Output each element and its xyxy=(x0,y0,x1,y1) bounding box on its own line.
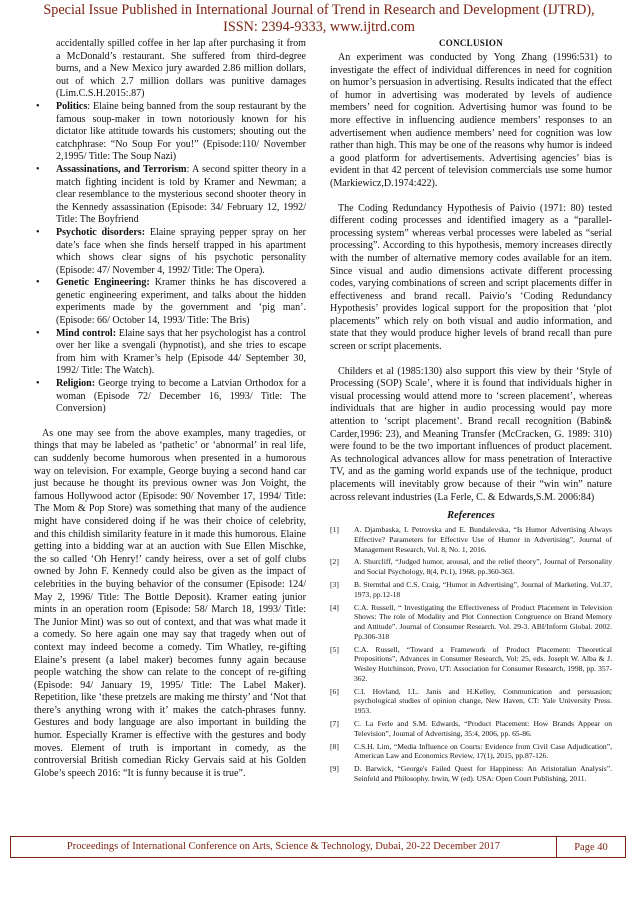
bullet-term: Genetic Engineering: xyxy=(56,277,150,289)
article-body xyxy=(34,38,612,820)
reference-text: A. Shurcliff, “Judged humor, arousal, and the relief theory”, Journal of Personality and Social Psychology, 8(4, Pt.1), 1968, pp.360-363. xyxy=(354,557,612,577)
bullet-item xyxy=(34,378,306,416)
bullet-text: : A second spitter theory in a match fighting incident is told by Kramer and Newman; a clear resemblance to the mysterious second shooter theory in the Kennedy assassination (Episode: 34/ February 12, 1992/ Title: The Boyfriend xyxy=(56,163,306,226)
bullet-icon: • xyxy=(36,226,40,238)
journal-header xyxy=(0,2,638,36)
reference-item xyxy=(330,742,612,761)
journal-header-line1: Special Issue Published in International Journal of Trend in Research and Development (IJTRD), xyxy=(43,2,595,18)
bullet-term: Politics xyxy=(56,100,88,112)
reference-number: [7] xyxy=(330,718,339,728)
bullet-icon: • xyxy=(36,163,40,175)
bullet-item xyxy=(34,277,306,327)
journal-header-line2: ISSN: 2394-9333, www.ijtrd.com xyxy=(223,19,415,35)
reference-item xyxy=(330,557,612,576)
reference-number: [6] xyxy=(330,686,339,696)
reference-text: B. Sternthal and C.S. Craig, “Humor in Advertising”, Journal of Marketing, Vol.37, 1973, pp.12-18 xyxy=(354,580,612,599)
conclusion-heading: CONCLUSION xyxy=(438,38,503,48)
bullet-text: George trying to become a Latvian Orthodox for a woman (Episode 72/ December 16, 1993/ Title: The Conversion) xyxy=(56,378,306,415)
bullet-term: Psychotic disorders: xyxy=(56,226,146,238)
discussion-paragraph: As one may see from the above examples, many tragedies, or things that may be labeled as ‘pathetic’ or ‘abnormal’ in real life, can suddenly become humorous when presented in a humorous way on television. For example, George buying a second hand car just because he thought its previous owner was Jon Voight, the famous Hollywood actor (Episode: 90/ November 17, 1994/ Title: The Mom & Pop Store) was something that many of the audience might have considered doing if he was their choice of celebrity, and this childish similarity feature in it made this humorous. Elaine getting into a bidding war at an auction with Sue Ellen Mischke, the so called ‘Oh Henry!’ candy heiress, over a set of golf clubs owned by John F. Kennedy could also be given as the impact of celebrities in the buying behavior of the consumer (Episode: 124/ May 2, 1996/ Title: The Bottle Deposit). Kramer eating junior mints in an operation room (Episode: 58/ March 18, 1993/ Title: The Junior Mint) was so out of context, and that was what made it a comedy. So here again one may say that tragedy when out of context may indeed become a comedy. Tim Whatley, re-gifting Elaine’s present (a label maker) becomes funny again because people watching the show can relate to the concept of re-gifting (Episode: 94/ January 19, 1995/ Title: The Label Maker). Repetition, like ‘these pretzels are making me thirsty’ and ‘Not that there’s anything wrong with it’ makes the catch-phrases funny. Gestures and body language are also important in building the humor. Especially Kramer is effective with the gestures and body moves. Element of truth is important in comedy, as the controversial British comedian Ricky Gervais said at his Golden Globe’s speech 2016: “It is funny because it is true”. xyxy=(34,427,306,779)
references-heading: References xyxy=(447,510,495,522)
bullet-continuation: accidentally spilled coffee in her lap after purchasing it from a McDonald’s restaurant. She suffered from third-degree burns, and a New Mexico jury awarded 2.86 million dollars, out of which 2.7 million dollars was punitive damages (Lim.C.S.H.2015:.87) xyxy=(56,38,306,100)
bullet-item xyxy=(34,227,306,277)
bullet-icon: • xyxy=(36,378,40,390)
reference-text: C.A. Russell, “Toward a Framework of Product Placement: Theoretical Propositions”, Advances in Consumer Research, Vol: 25, eds. Joseph W. Alba & J. Wesley Hutchinson, Provo, UT: Association for Consumer Research, 1998, pp. 357-362. xyxy=(354,644,612,683)
reference-text: D. Barwick, “George's Failed Quest for Happiness: An Aristotalian Analysis”. Seinfeld and Philosophy. Irwin, W (ed). USA: Open Court Publishing, 2011. xyxy=(354,764,612,783)
bullet-item xyxy=(34,101,306,164)
reference-number: [1] xyxy=(330,525,339,535)
conference-name: Proceedings of International Conference on Arts, Science & Technology, Dubai, 20-22 December 2017 xyxy=(11,837,557,857)
bullet-term: Religion: xyxy=(56,378,96,390)
bullet-item xyxy=(34,164,306,227)
reference-text: C. La Ferle and S.M. Edwards, “Product Placement: How Brands Appear on Television”, Journal of Advertising, 35:4, 2006, pp. 65-86. xyxy=(354,718,612,738)
bullet-term: Mind control: xyxy=(56,327,117,339)
reference-item xyxy=(330,764,612,783)
reference-number: [3] xyxy=(330,580,339,590)
bullet-item xyxy=(34,328,306,378)
reference-number: [8] xyxy=(330,741,339,751)
bullet-text: Kramer thinks he has discovered a genetic engineering experiment, and talks about the hidden experiments made by the government and ‘pig man’. (Episode: 66/ October 14, 1993/ Title: The Bris) xyxy=(56,277,306,327)
reference-number: [4] xyxy=(330,602,339,612)
reference-text: C.I. Hovland, I.L. Janis and H.Kelley, Communication and persuasion; psychological studies of opinion change, New Haven, CT: Yale University Press. 1953. xyxy=(354,686,612,716)
reference-text: C.S.H. Lim, “Media Influence on Courts: Evidence from Civil Case Adjudication”, American Law and Economics Review, 17(1), 2015, pp.87-126. xyxy=(354,741,612,761)
right-column xyxy=(330,38,612,787)
reference-item xyxy=(330,645,612,684)
bullet-text: Elaine spraying pepper spray on her date’s face when she finds herself trapped in his apartment which shows clear signs of his psychotic personality (Episode: 47/ November 4, 1992/ Title: The Opera). xyxy=(56,226,306,276)
reference-text: A. Djambaska, I. Petrovska and E. Bundalevska, “Is Humor Advertising Always Effective? Parameters for Effective Use of Humor in Advertising”, Journal of Management Research, Vol. 8, No. 1, 2016. xyxy=(354,525,612,554)
reference-number: [9] xyxy=(330,764,339,774)
reference-list xyxy=(330,525,612,783)
reference-item xyxy=(330,580,612,599)
reference-text: C.A. Russell, “ Investigating the Effectiveness of Product Placement in Television Shows: The role of Modality and Plot Connection Congruence on Brand Memory and Attitude”. Journal of Consumer Research. Vol. 29-3. ABI/Inform Global. 2002. Pp.306-318 xyxy=(354,602,612,641)
reference-item xyxy=(330,525,612,554)
bullet-text: : Elaine being banned from the soup restaurant by the famous soup-maker in town notoriously known for his dictator like attitude towards his customers; shouting out the catchphrase: “No Soup For you!” (Episode:110/ November 2,1995/ Title: The Soup Nazi) xyxy=(56,100,306,163)
topic-bullet-list xyxy=(34,101,306,416)
page-number: Page 40 xyxy=(574,841,608,853)
reference-number: [5] xyxy=(330,644,339,654)
conclusion-paragraph: An experiment was conducted by Yong Zhang (1996:531) to investigate the effect of individual differences in need for cognition on humor’s persuasion in advertising. Results indicated that the effect of humor in advertising was moderated by levels of audience members’ need for cognition. Advertising humor was found to be more effective in influencing audience members’ responses to an advertisement when audience members’ need for cognition was low rather than high. This may be one of the reasons why humor is indeed a good platform for advertisements. Advertising agencies’ bias is evident in that 42 percent of television commercials use some humor (Markiewicz,D.1974:422). xyxy=(330,52,612,189)
reference-number: [2] xyxy=(330,557,339,567)
bullet-icon: • xyxy=(36,277,40,289)
conclusion-paragraph: The Coding Redundancy Hypothesis of Paivio (1971: 80) tested different coding processes and identified imagery as a “parallel-processing system” whereas verbal processes were labeled as “serial processing”. According to this hypothesis, memory increases directly with the number of alternative memory codes available for an item. Since visual and audio dimensions activate different processing codes, varying combinations of screen and script placements differ in effectiveness and brand recall. Paivio’s ‘Coding Redundancy Hypothesis’ provides logical support for the proposition that ‘plot placements” which rely on both visual and audio information, and state that they would produce higher levels of brand recall than pure screen or script placements. xyxy=(330,202,612,353)
conference-footer xyxy=(10,836,626,858)
bullet-text: Elaine says that her psychologist has a control over her like a svengali (hypnotist), and she tries to escape from him with Kramer’s help (Episode 44/ September 30, 1992/ Title: The Watch). xyxy=(56,327,306,377)
bullet-icon: • xyxy=(36,100,40,112)
bullet-term: Assassinations, and Terrorism xyxy=(56,163,187,175)
reference-item xyxy=(330,719,612,738)
reference-item xyxy=(330,603,612,642)
bullet-icon: • xyxy=(36,327,40,339)
conclusion-paragraph: Childers et al (1985:130) also support this view by their ‘Style of Processing (SOP) Scale’, where it is found that individuals higher in visual processing would attend more to ‘screen placement’, whereas individuals that are higher in audio processing would pay more attention to ‘script placement’. Brand recall recognition (Babin& Carder,1996: 23), and Meaning Transfer (McCracken, G. 1989: 310) were found to be the two important influences of product placement. As technological advances allow for mass penetration of Interactive TV, and as the gaming world expands use of the technique, product placements will inevitably grow because of their “win win” nature across relevant industries (La Ferle, C. & Edwards,S.M. 2006:84) xyxy=(330,365,612,503)
reference-item xyxy=(330,687,612,716)
left-column xyxy=(34,38,306,780)
